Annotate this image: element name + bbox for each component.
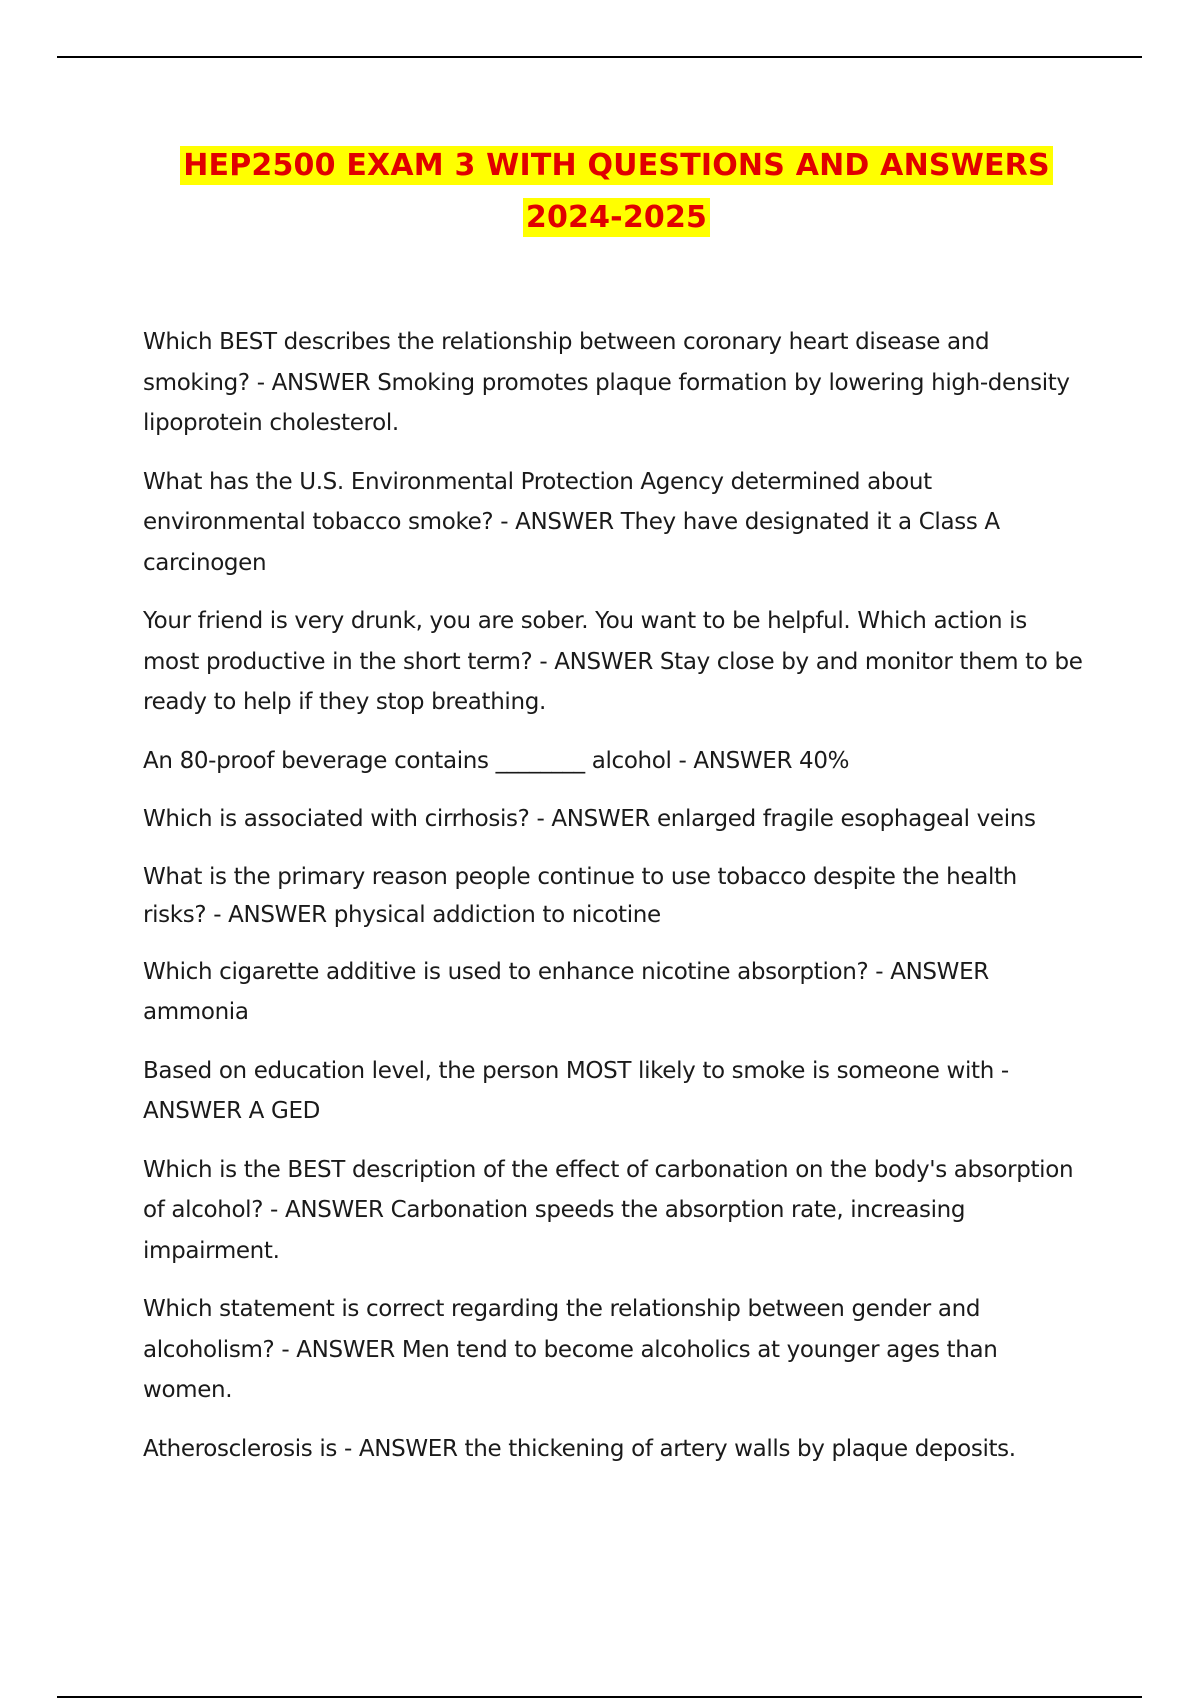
qa-list — [143, 322, 1083, 1487]
qa-item: Which is associated with cirrhosis? - ANSWER enlarged fragile esophageal veins — [143, 806, 1036, 832]
qa-item: What is the primary reason people continue to use tobacco despite the health risks? - ANSWER physical addiction to nicotine — [143, 863, 1017, 928]
bottom-rule — [57, 1696, 1142, 1698]
qa-item: An 80-proof beverage contains ________ alcohol - ANSWER 40% — [143, 747, 850, 774]
title-line-2: 2024-2025 — [523, 198, 710, 237]
qa-item: What has the U.S. Environmental Protection Agency determined about environmental tobacco smoke? - ANSWER They have designated it a Class A carcinogen — [143, 468, 1000, 576]
qa-item: Which is the BEST description of the effect of carbonation on the body's absorption of alcohol? - ANSWER Carbonation speeds the absorption rate, increasing impairment. — [143, 1156, 1074, 1264]
qa-item: Based on education level, the person MOST likely to smoke is someone with - ANSWER A GED — [143, 1057, 1009, 1124]
qa-item: Which BEST describes the relationship between coronary heart disease and smoking? - ANSWER Smoking promotes plaque formation by lowering high-density lipoprotein cholesterol. — [143, 329, 1070, 436]
qa-item: Your friend is very drunk, you are sober. You want to be helpful. Which action is most productive in the short term? - ANSWER Stay close by and monitor them to be ready to help if they stop breathing. — [143, 608, 1083, 715]
title-line-1: HEP2500 EXAM 3 WITH QUESTIONS AND ANSWERS — [180, 146, 1053, 185]
document-title — [0, 140, 1200, 244]
qa-item: Which statement is correct regarding the relationship between gender and alcoholism? - ANSWER Men tend to become alcoholics at younger ages than women. — [143, 1296, 998, 1403]
top-rule — [57, 56, 1142, 58]
qa-item: Atherosclerosis is - ANSWER the thickening of artery walls by plaque deposits. — [143, 1435, 1016, 1462]
qa-item: Which cigarette additive is used to enhance nicotine absorption? - ANSWER ammonia — [143, 958, 989, 1025]
